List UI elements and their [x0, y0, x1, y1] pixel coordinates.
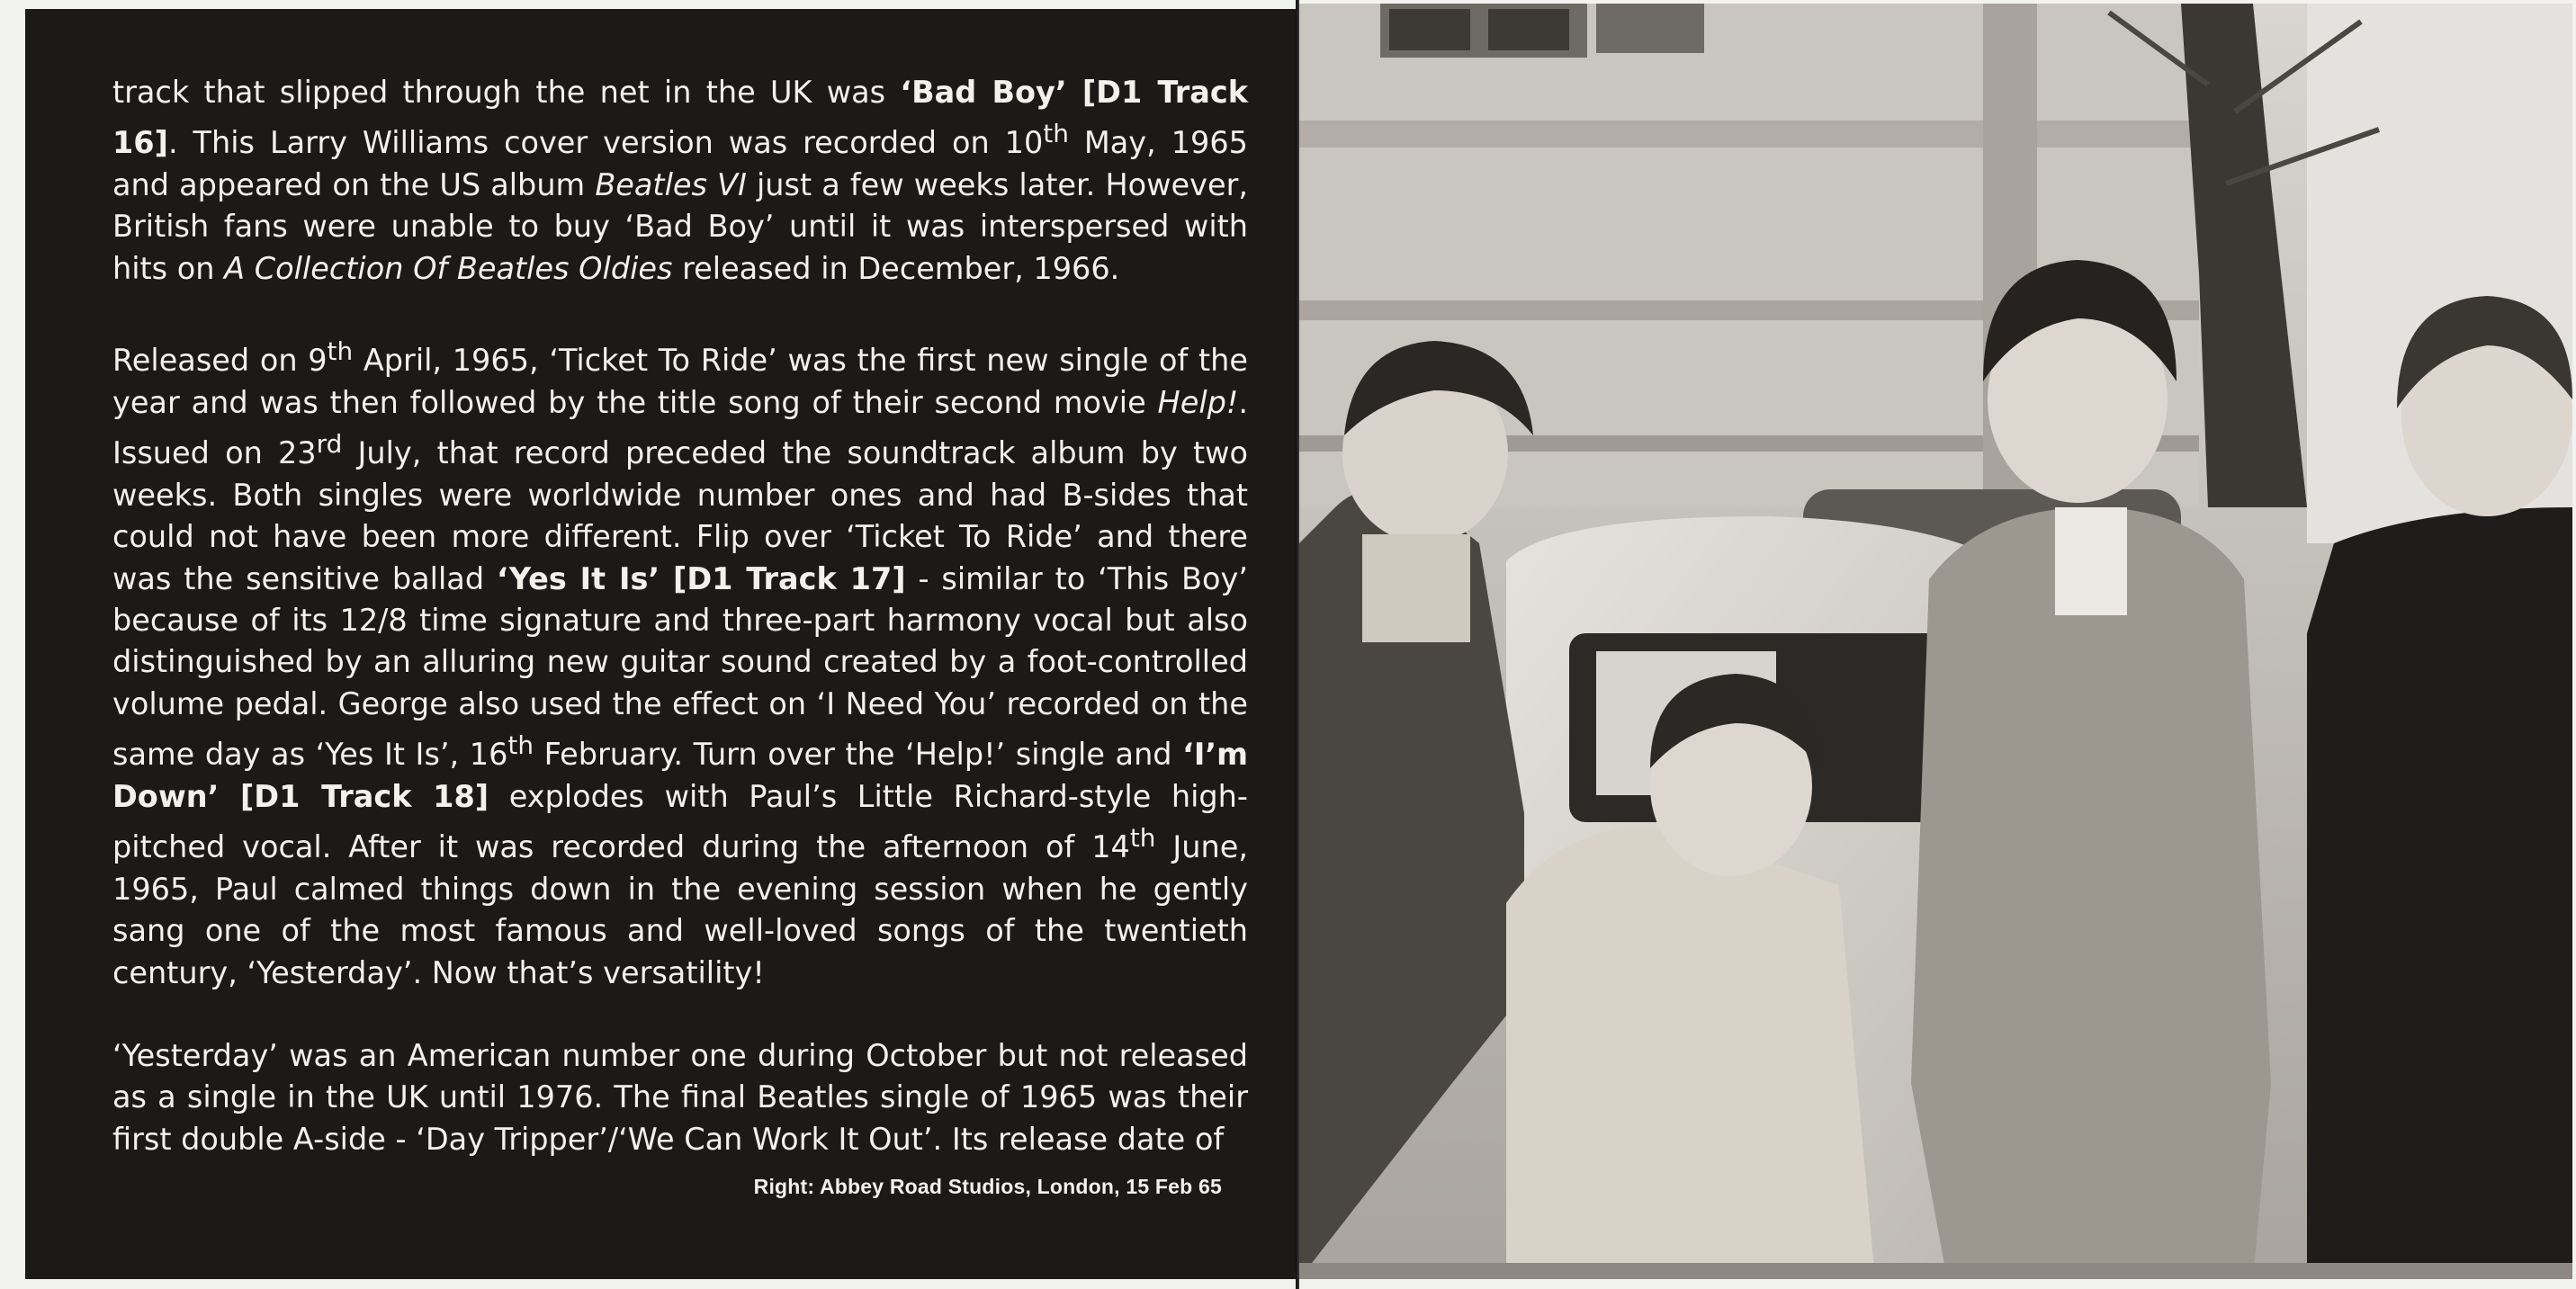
ordinal-suffix: th [327, 336, 354, 367]
text-run: Released on 9 [112, 343, 328, 379]
track-reference-bad-boy: ‘Bad Boy’ [D1 Track 16] [112, 75, 1248, 161]
text-run: . Issued on 23 [112, 384, 1248, 471]
text-run: May, 1965 and appeared on the US album [112, 125, 1248, 202]
photo-caption: Right: Abbey Road Studios, London, 15 Feb 65 [753, 1175, 1222, 1198]
paragraph-3 [112, 1035, 1248, 1160]
text-run: July, that record preceded the soundtrack album by two weeks. Both singles were worldwide number ones and had B-sides that could not have been more different. Flip over ‘Ticket To Ride’ and there was the sensitive ballad [112, 435, 1248, 596]
ordinal-suffix: th [1129, 823, 1156, 854]
ordinal-suffix: rd [316, 429, 343, 460]
body-text [112, 72, 1248, 1202]
text-run: February. Turn over the ‘Help!’ single and [534, 737, 1183, 773]
text-run: explodes with Paul’s Little Richard-style high-pitched vocal. After it was recorded during the afternoon of 14 [112, 778, 1248, 865]
band-photo-illustration [1299, 4, 2572, 1279]
text-run: just a few weeks later. However, British fans were unable to buy ‘Bad Boy’ until it was interspersed with hits on [112, 166, 1248, 286]
left-text-page [25, 9, 1296, 1279]
band-photo [1299, 4, 2572, 1279]
album-title: A Collection Of Beatles Oldies [224, 250, 673, 286]
paragraph-1 [112, 72, 1248, 290]
text-run: ‘Yesterday’ was an American number one during October but not released as a single in the UK until 1976. The final Beatles single of 1965 was their first double A-side - ‘Day Tripper’/‘We Can Work It Out’. Its release date of [112, 1037, 1248, 1157]
ordinal-suffix: th [507, 730, 534, 761]
text-run: released in December, 1966. [672, 250, 1120, 286]
text-run: June, 1965, Paul calmed things down in the evening session when he gently sang one of the most famous and well-loved songs of the twentieth century, ‘Yesterday’. Now that’s versatility! [112, 829, 1248, 990]
movie-title: Help! [1157, 384, 1239, 420]
ordinal-suffix: th [1043, 119, 1069, 149]
text-run: track that slipped through the net in the UK was [112, 75, 901, 110]
paragraph-2 [112, 331, 1248, 994]
track-reference-yes-it-is: ‘Yes It Is’ [D1 Track 17] [496, 560, 906, 596]
text-run: April, 1965, ‘Ticket To Ride’ was the first new single of the year and was then followed by the title song of their second movie [112, 343, 1248, 420]
text-run: - similar to ‘This Boy’ because of its 12/8 time signature and three-part harmony vocal but also distinguished by an alluring new guitar sound created by a foot-controlled volume pedal. George also used the effect on ‘I Need You’ recorded on the same day as ‘Yes It Is’, 16 [112, 560, 1248, 773]
track-reference-im-down: ‘I’m Down’ [D1 Track 18] [112, 737, 1248, 814]
album-title: Beatles VI [595, 166, 747, 202]
text-run: . This Larry Williams cover version was recorded on 10 [167, 125, 1044, 161]
